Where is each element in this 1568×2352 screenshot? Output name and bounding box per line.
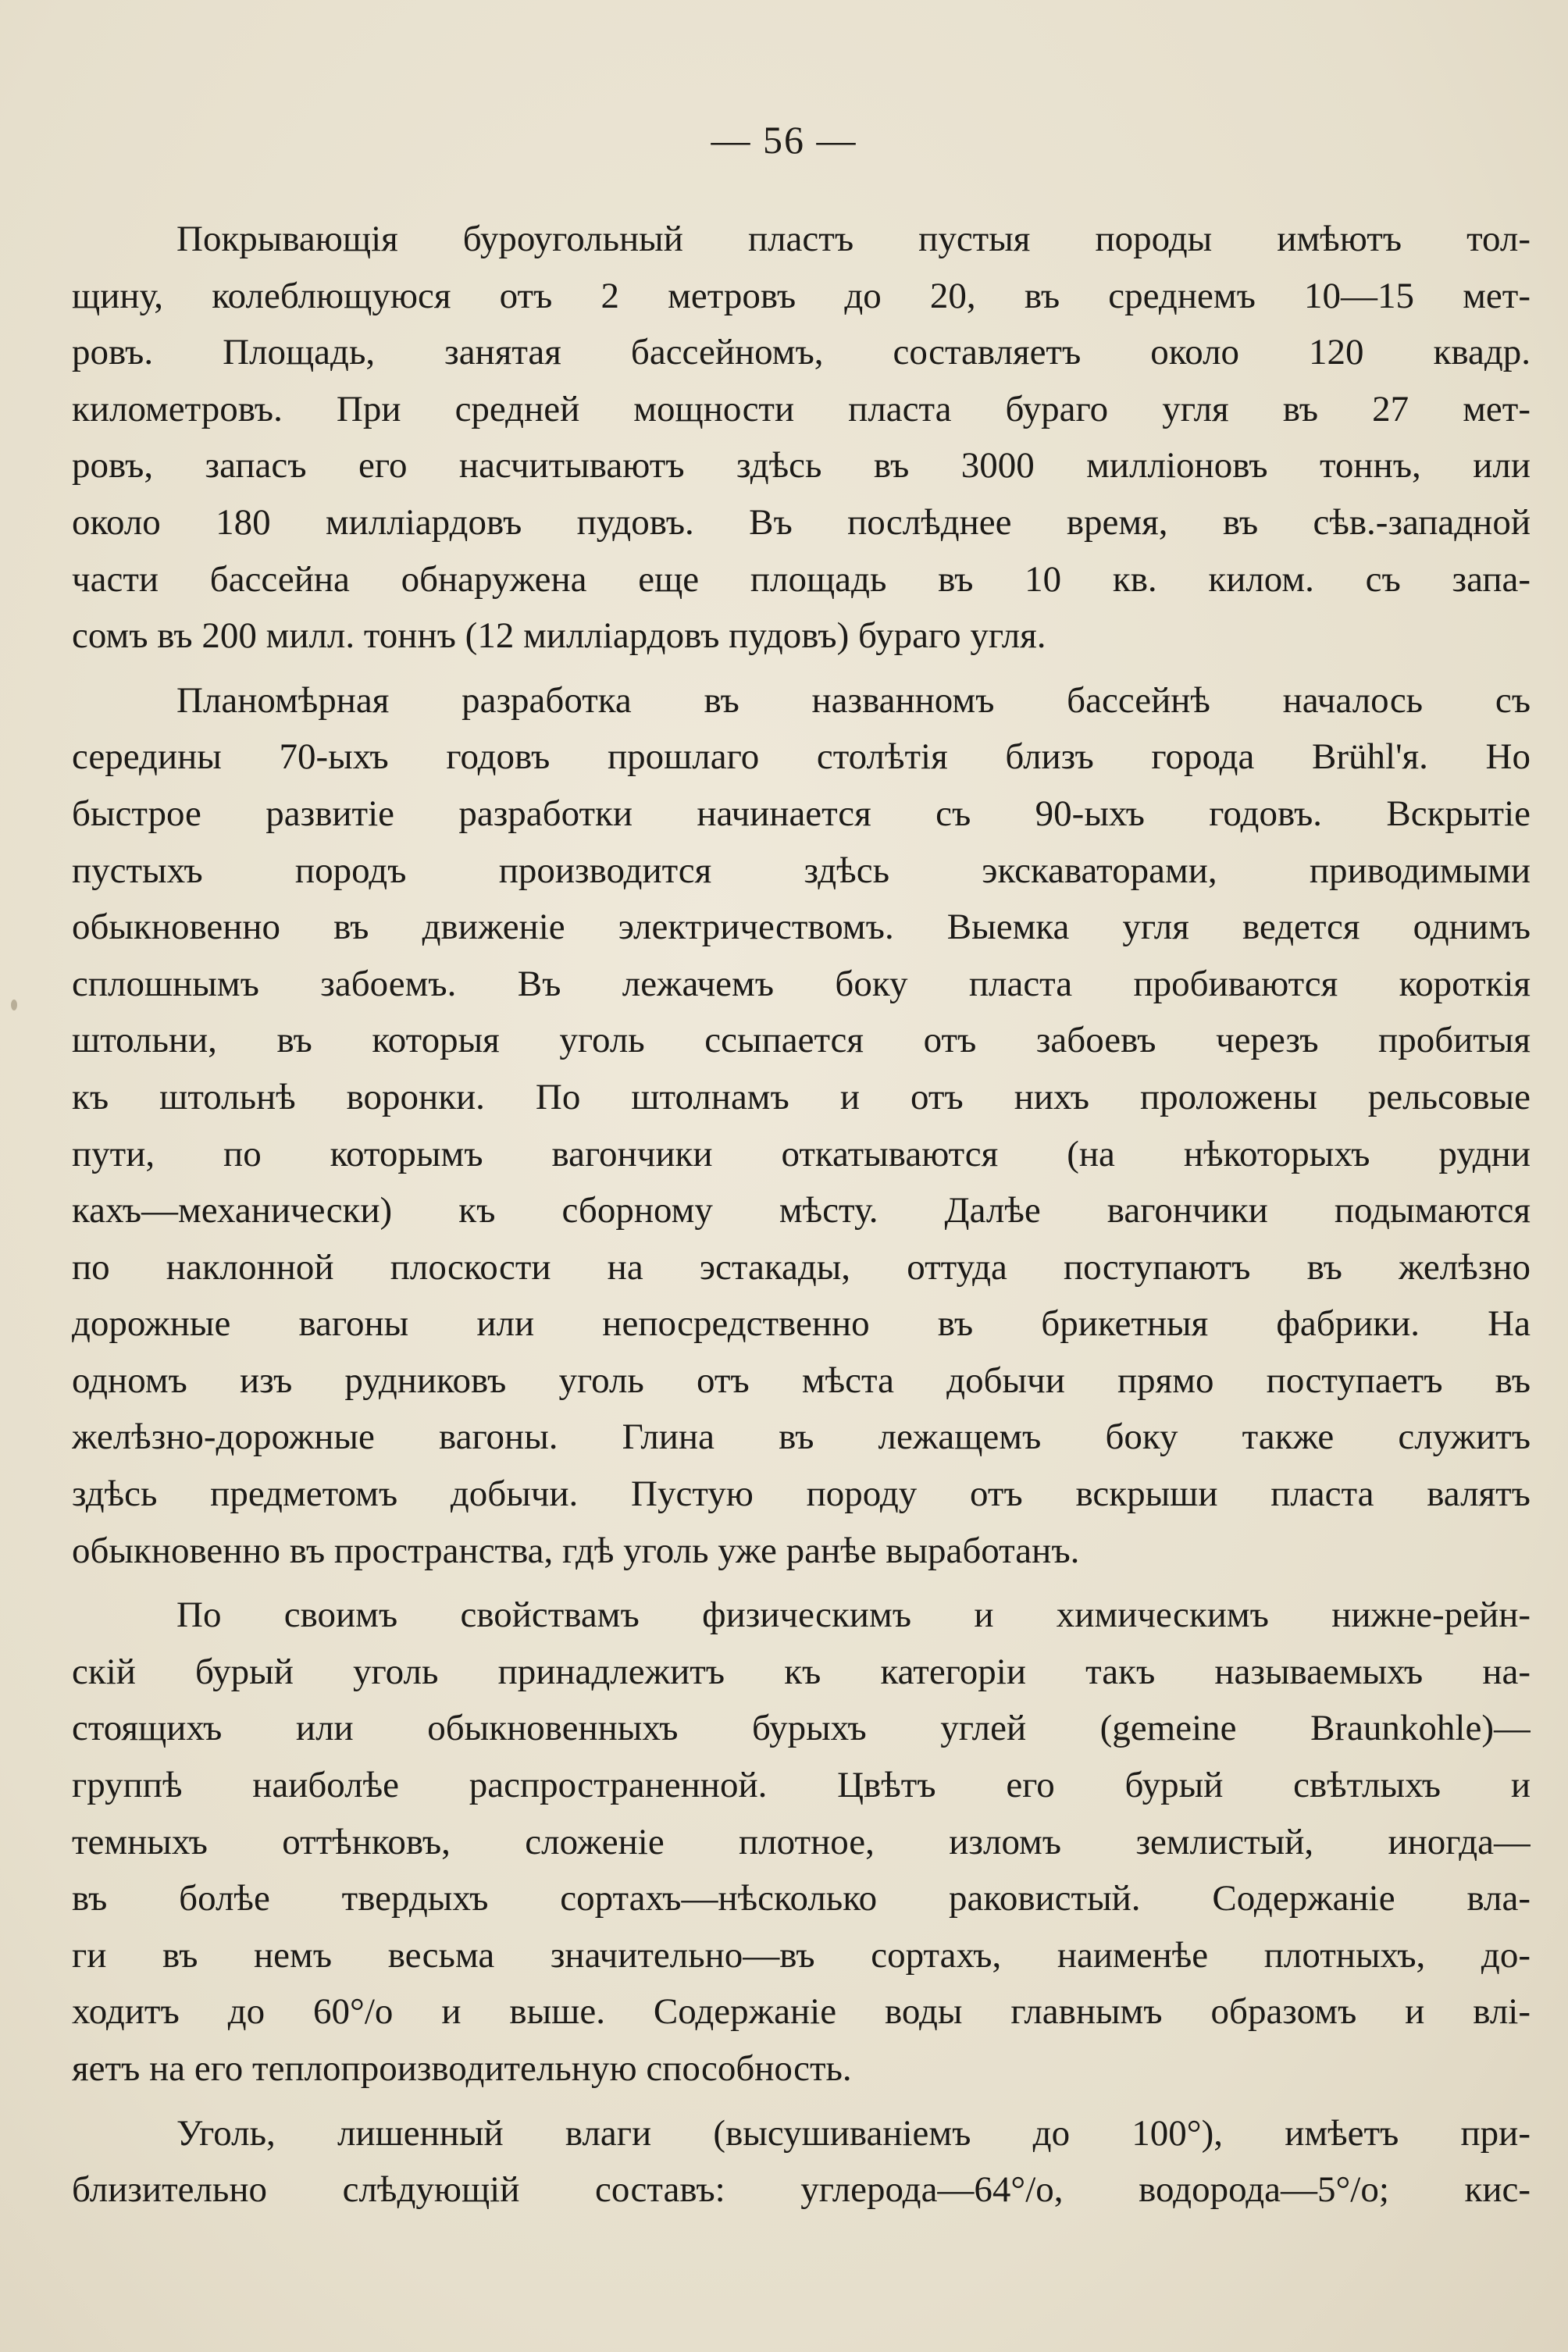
text-line: темныхъ оттѣнковъ, сложеніе плотное, изломъ землистый, иногда— xyxy=(72,1821,1531,1862)
text-line: по наклонной плоскости на эстакады, оттуда поступаютъ въ желѣзно xyxy=(72,1246,1531,1288)
text-line: желѣзно-дорожные вагоны. Глина въ лежащемъ боку также служитъ xyxy=(72,1417,1531,1458)
text-line: Уголь, лишенный влаги (высушиваніемъ до 100°), имѣетъ при- xyxy=(176,2112,1531,2154)
text-line: Планомѣрная разработка въ названномъ бассейнѣ началось съ xyxy=(176,679,1531,721)
text-line: къ штольнѣ воронки. По штолнамъ и отъ нихъ проложены рельсовые xyxy=(72,1076,1531,1117)
text-line: одномъ изъ рудниковъ уголь отъ мѣста добычи прямо поступаетъ въ xyxy=(72,1360,1531,1401)
text-line: По своимъ свойствамъ физическимъ и химическимъ нижне-рейн- xyxy=(176,1595,1531,1636)
text-line: километровъ. При средней мощности пласта бураго угля въ 27 мет- xyxy=(72,388,1531,429)
page-number: — 56 — xyxy=(711,118,857,162)
text-line: ги въ немъ весьма значительно—въ сортахъ, наименѣе плотныхъ, до- xyxy=(72,1934,1531,1976)
paper-blemish xyxy=(11,1000,17,1010)
text-line: ровъ, запасъ его насчитываютъ здѣсь въ 3000 милліоновъ тоннъ, или xyxy=(72,445,1531,486)
text-line: въ болѣе твердыхъ сортахъ—нѣсколько раковистый. Содержаніе вла- xyxy=(72,1878,1531,1919)
text-line: кахъ—механически) къ сборному мѣсту. Далѣе вагончики подымаются xyxy=(72,1190,1531,1231)
text-line: штольни, въ которыя уголь ссыпается отъ забоевъ черезъ пробитыя xyxy=(72,1020,1531,1061)
text-line: стоящихъ или обыкновенныхъ бурыхъ углей (gemeine Braunkohle)— xyxy=(72,1708,1531,1749)
text-line: Покрывающія буроугольный пластъ пустыя породы имѣютъ тол- xyxy=(176,219,1531,259)
text-line: середины 70-ыхъ годовъ прошлаго столѣтія близъ города Brühl'я. Но xyxy=(72,736,1531,778)
text-line: ровъ. Площадь, занятая бассейномъ, составляетъ около 120 квадр. xyxy=(72,332,1531,373)
text-line: ходитъ до 60°/o и выше. Содержаніе воды главнымъ образомъ и влі- xyxy=(72,1991,1531,2033)
text-line: дорожные вагоны или непосредственно въ брикетныя фабрики. На xyxy=(72,1303,1531,1345)
text-line: сомъ въ 200 милл. тоннъ (12 милліардовъ пудовъ) бураго угля. xyxy=(72,615,1046,657)
paragraph-gap xyxy=(72,1579,1531,1587)
paragraph-gap xyxy=(72,665,1531,672)
text-line: быстрое развитіе разработки начинается съ 90-ыхъ годовъ. Вскрытіе xyxy=(72,793,1531,834)
text-line: пути, по которымъ вагончики откатываются (на нѣкоторыхъ рудни xyxy=(72,1133,1531,1174)
text-line: яетъ на его теплопроизводительную способность. xyxy=(72,2048,852,2089)
text-line: части бассейна обнаружена еще площадь въ 10 кв. килом. съ запа- xyxy=(72,558,1531,600)
text-line: скій бурый уголь принадлежитъ къ категоріи такъ называемыхъ на- xyxy=(72,1651,1531,1692)
text-line: близительно слѣдующій составъ: углерода—64°/o, водорода—5°/o; кис- xyxy=(72,2169,1531,2211)
paragraph-gap xyxy=(72,2097,1531,2105)
text-line: около 180 милліардовъ пудовъ. Въ послѣднее время, въ сѣв.-западной xyxy=(72,501,1531,543)
text-line: сплошнымъ забоемъ. Въ лежачемъ боку пласта пробиваются короткія xyxy=(72,963,1531,1004)
text-line: здѣсь предметомъ добычи. Пустую породу отъ вскрыши пласта валятъ xyxy=(72,1474,1531,1515)
text-line: обыкновенно въ движеніе электричествомъ. Выемка угля ведется однимъ xyxy=(72,907,1531,948)
text-line: группѣ наиболѣе распространенной. Цвѣтъ его бурый свѣтлыхъ и xyxy=(72,1765,1531,1806)
text-line: щину, колеблющуюся отъ 2 метровъ до 20, въ среднемъ 10—15 мет- xyxy=(72,275,1531,316)
text-line: пустыхъ породъ производится здѣсь экскаваторами, приводимыми xyxy=(72,850,1531,891)
text-line: обыкновенно въ пространства, гдѣ уголь уже ранѣе выработанъ. xyxy=(72,1530,1080,1571)
page-text xyxy=(72,211,1531,2218)
